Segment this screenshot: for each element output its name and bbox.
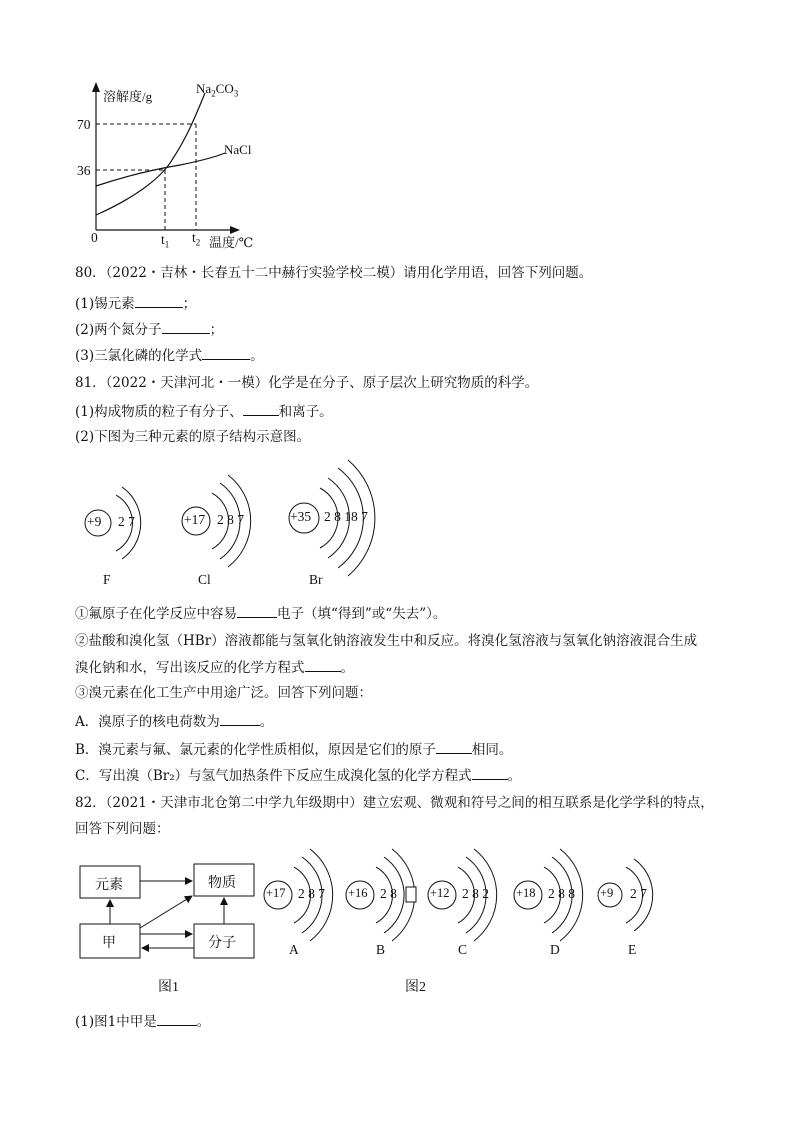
answer-blank[interactable] bbox=[472, 766, 508, 780]
atom-d-shells: 2 8 8 bbox=[548, 886, 575, 901]
atom-e-label: E bbox=[628, 942, 637, 957]
solubility-chart bbox=[0, 0, 794, 260]
atom-b-label: B bbox=[376, 942, 386, 957]
atom-a-label: A bbox=[289, 942, 299, 957]
x-tick-t1: $t_1$ bbox=[161, 232, 170, 250]
atom-cl-nucleus: +17 bbox=[184, 512, 206, 527]
y-axis-arrow bbox=[92, 82, 100, 92]
q81-sub1: ①氟原子在化学反应中容易 电子（填“得到”或“失去”）。 bbox=[75, 606, 447, 622]
atom-b-shells: 2 8 bbox=[380, 886, 397, 901]
answer-blank[interactable] bbox=[202, 346, 250, 360]
atom-f-label: F bbox=[103, 572, 111, 587]
atom-e-nucleus: +9 bbox=[600, 886, 614, 900]
q81-title: 81．（2022・天津河北・一模）化学是在分子、原子层次上研究物质的科学。 bbox=[75, 375, 539, 391]
y-tick-36: 36 bbox=[77, 163, 91, 178]
atom-b-nucleus: +16 bbox=[348, 886, 368, 900]
answer-blank[interactable] bbox=[135, 294, 183, 308]
q81-C: C．写出溴（Br₂）与氢气加热条件下反应生成溴化氢的化学方程式 。 bbox=[75, 768, 522, 784]
x-axis-label: 温度/℃ bbox=[209, 235, 254, 250]
atom-br-shells: 2 8 18 7 bbox=[324, 509, 368, 524]
q81-part2: (2)下图为三种元素的原子结构示意图。 bbox=[75, 429, 311, 445]
atom-a-shells: 2 8 7 bbox=[298, 886, 325, 901]
figure1-caption: 图1 bbox=[158, 980, 179, 995]
q82-title-2: 回答下列问题： bbox=[75, 821, 170, 837]
answer-blank[interactable] bbox=[162, 320, 210, 334]
nacl-label: NaCl bbox=[224, 142, 252, 157]
answer-blank[interactable] bbox=[237, 604, 277, 618]
arrow-jia-substance bbox=[140, 896, 192, 928]
answer-blank[interactable] bbox=[220, 712, 260, 726]
atom-d-nucleus: +18 bbox=[516, 886, 536, 900]
na2co3-curve bbox=[96, 93, 205, 215]
x-tick-t2: $t_2$ bbox=[192, 230, 201, 248]
unknown-electron-box bbox=[406, 887, 416, 902]
atom-c-shells: 2 8 2 bbox=[462, 886, 489, 901]
q82-part1: (1)图1中甲是 。 bbox=[75, 1014, 211, 1030]
q80-part2: (2)两个氮分子 ； bbox=[75, 322, 224, 338]
figure1-diagram bbox=[0, 850, 270, 970]
answer-blank[interactable] bbox=[243, 402, 279, 416]
q80-title: 80．（2022・吉林・长春五十二中赫行实验学校二模）请用化学用语，回答下列问题。 bbox=[75, 265, 593, 281]
atom-a-nucleus: +17 bbox=[266, 886, 286, 900]
atom-c-label: C bbox=[458, 942, 468, 957]
box-jia-label: 甲 bbox=[102, 936, 116, 951]
atom-cl-label: Cl bbox=[198, 572, 211, 587]
figure2-caption: 图2 bbox=[405, 980, 426, 995]
q81-B: B．溴元素与氟、氯元素的化学性质相似，原因是它们的原子 相同。 bbox=[75, 742, 513, 758]
q81-sub2-line2: 溴化钠和水，写出该反应的化学方程式 。 bbox=[75, 660, 354, 676]
atom-c-nucleus: +12 bbox=[430, 886, 450, 900]
answer-blank[interactable] bbox=[157, 1012, 197, 1026]
na2co3-label: $Na_2CO_3$ bbox=[196, 81, 239, 99]
atom-f-shells: 2 7 bbox=[118, 514, 135, 529]
box-molecule-label: 分子 bbox=[208, 936, 236, 951]
box-substance-label: 物质 bbox=[208, 876, 236, 891]
q81-sub3: ③溴元素在化工生产中用途广泛。回答下列问题： bbox=[75, 685, 372, 701]
atom-f-nucleus: +9 bbox=[87, 514, 102, 529]
origin-label: 0 bbox=[91, 230, 98, 245]
q82-title: 82．（2021・天津市北仓第二中学九年级期中）建立宏观、微观和符号之间的相互联系是化学学科的特点， bbox=[75, 795, 714, 811]
atom-e-shells: 2 7 bbox=[630, 886, 647, 901]
answer-blank[interactable] bbox=[305, 658, 341, 672]
box-element-label: 元素 bbox=[95, 878, 123, 893]
y-tick-70: 70 bbox=[77, 117, 91, 132]
q81-sub2-line1: ②盐酸和溴化氢（HBr）溶液都能与氢氧化钠溶液发生中和反应。将溴化氢溶液与氢氧化钠溶液混合生成 bbox=[75, 633, 698, 649]
q80-part1: (1)锡元素 ； bbox=[75, 296, 197, 312]
atom-br-label: Br bbox=[309, 572, 323, 587]
atom-cl-shells: 2 8 7 bbox=[217, 512, 244, 527]
q80-part3: (3)三氯化磷的化学式 。 bbox=[75, 348, 264, 364]
q81-part1: (1)构成物质的粒子有分子、 和离子。 bbox=[75, 404, 333, 420]
atom-br-nucleus: +35 bbox=[290, 509, 312, 524]
atom-d-label: D bbox=[550, 942, 560, 957]
q81-A: A．溴原子的核电荷数为 。 bbox=[75, 714, 274, 730]
answer-blank[interactable] bbox=[436, 740, 472, 754]
y-axis-label: 溶解度/g bbox=[103, 89, 153, 104]
